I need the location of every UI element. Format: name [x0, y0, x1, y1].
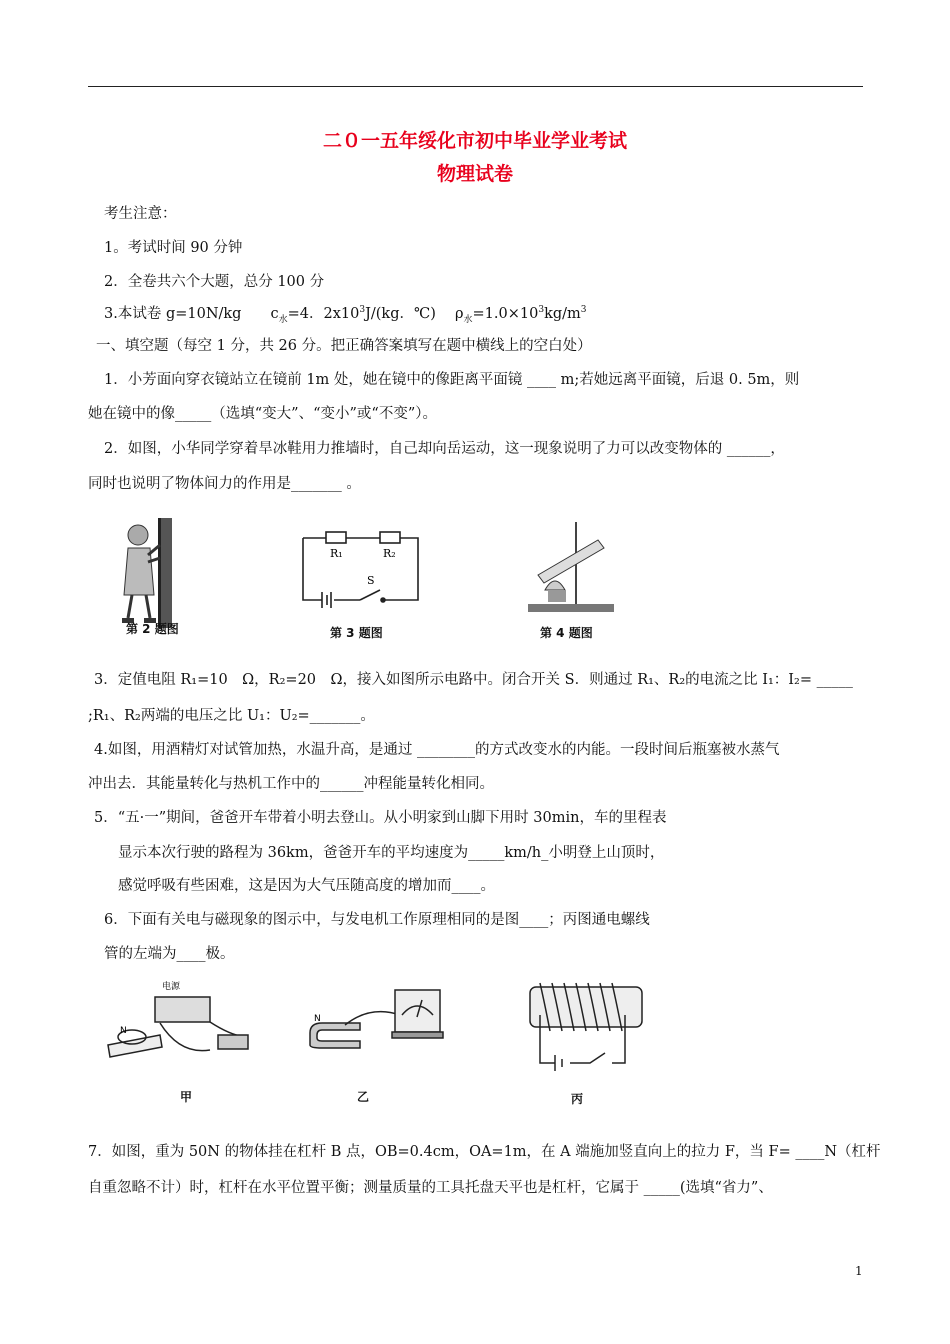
caption-figure-4: 第 4 题图	[540, 626, 593, 640]
caption-figure-3: 第 3 题图	[330, 626, 383, 640]
label-power-supply: 电源	[162, 982, 181, 992]
notice-item-2: 2．全卷共六个大题，总分 100 分	[104, 274, 325, 290]
question-5-line-3: 感觉呼吸有些困难，这是因为大气压随高度的增加而____。	[118, 878, 495, 894]
figure-3-circuit	[303, 532, 418, 608]
notice-heading: 考生注意：	[104, 206, 177, 222]
figure-jia-electromagnetic	[108, 997, 248, 1057]
question-2-line-2: 同时也说明了物体间力的作用是_______ 。	[88, 476, 361, 492]
label-s: S	[367, 574, 375, 587]
label-r2: R₂	[383, 547, 396, 560]
header-rule	[88, 86, 863, 87]
section-heading: 一、填空题（每空 1 分，共 26 分。把正确答案填写在题中横线上的空白处）	[96, 338, 592, 354]
label-n-jia: N	[120, 1026, 127, 1036]
question-4-line-2: 冲出去．其能量转化与热机工作中的______冲程能量转化相同。	[88, 776, 494, 792]
question-6-line-1: 6．下面有关电与磁现象的图示中，与发电机工作原理相同的是图____；丙图通电螺线	[104, 912, 650, 928]
notice-item-3: 3.本试卷 g=10N/kg $c_水=4$．$2x10^3J/(kg$．℃) $\rho_水=1.0\times 10^3kg/m^3$	[104, 305, 587, 325]
exam-title: 二０一五年绥化市初中毕业学业考试	[322, 130, 627, 152]
question-5-line-2: 显示本次行驶的路程为 36km，爸爸开车的平均速度为_____km/h_小明登上山顶时，	[118, 845, 665, 861]
question-7-line-1: 7．如图，重为 50N 的物体挂在杠杆 B 点，OB=0.4cm，OA=1m，在 A 端施加竖直向上的拉力 F，当 F= ____N（杠杆	[88, 1144, 881, 1160]
question-7-line-2: 自重忽略不计）时，杠杆在水平位置平衡；测量质量的工具托盘天平也是杠杆，它属于 _____(选填“省力”、	[88, 1180, 773, 1196]
question-6-line-2: 管的左端为____极。	[104, 946, 235, 962]
caption-figure-2: 第 2 题图	[126, 622, 179, 636]
question-3-line-1: 3．定值电阻 R₁=10 Ω，R₂=20 Ω，接入如图所示电路中。闭合开关 S．则通过 R₁、R₂的电流之比 I₁：I₂= _____	[94, 672, 853, 688]
caption-figure-yi: 乙	[357, 1090, 370, 1104]
question-5-line-1: 5．“五·一”期间，爸爸开车带着小明去登山。从小明家到山脚下用时 30min，车的里程表	[94, 810, 667, 826]
notice-item-1: 1。考试时间 90 分钟	[104, 240, 243, 256]
caption-figure-bing: 丙	[571, 1092, 584, 1106]
question-1-line-1: 1．小芳面向穿衣镜站立在镜前 1m 处，她在镜中的像距离平面镜 ____ m;若她远离平面镜，后退 0. 5m，则	[104, 372, 800, 388]
question-2-line-1: 2．如图，小华同学穿着旱冰鞋用力推墙时，自己却向岳运动，这一现象说明了力可以改变物体的 ______，	[104, 441, 785, 457]
page-number: 1	[855, 1264, 863, 1278]
caption-figure-jia: 甲	[180, 1090, 193, 1104]
figure-4-test-tube-heating	[510, 510, 620, 620]
figures-row-2	[100, 975, 660, 1080]
exam-subtitle: 物理试卷	[436, 163, 513, 185]
question-3-line-2: ;R₁、R₂两端的电压之比 U₁：U₂=_______。	[88, 708, 375, 724]
label-n-yi: N	[314, 1014, 321, 1024]
figure-2-person-pushing-wall	[122, 518, 172, 628]
label-r1: R₁	[330, 547, 343, 560]
figure-bing-solenoid	[530, 983, 642, 1071]
question-4-line-1: 4.如图，用酒精灯对试管加热，水温升高，是通过 ________的方式改变水的内能。一段时间后瓶塞被水蒸气	[94, 742, 780, 758]
figure-yi-magnet-galvanometer	[310, 990, 443, 1048]
question-1-line-2: 她在镜中的像_____（选填“变大”、“变小”或“不变”）。	[88, 406, 437, 422]
